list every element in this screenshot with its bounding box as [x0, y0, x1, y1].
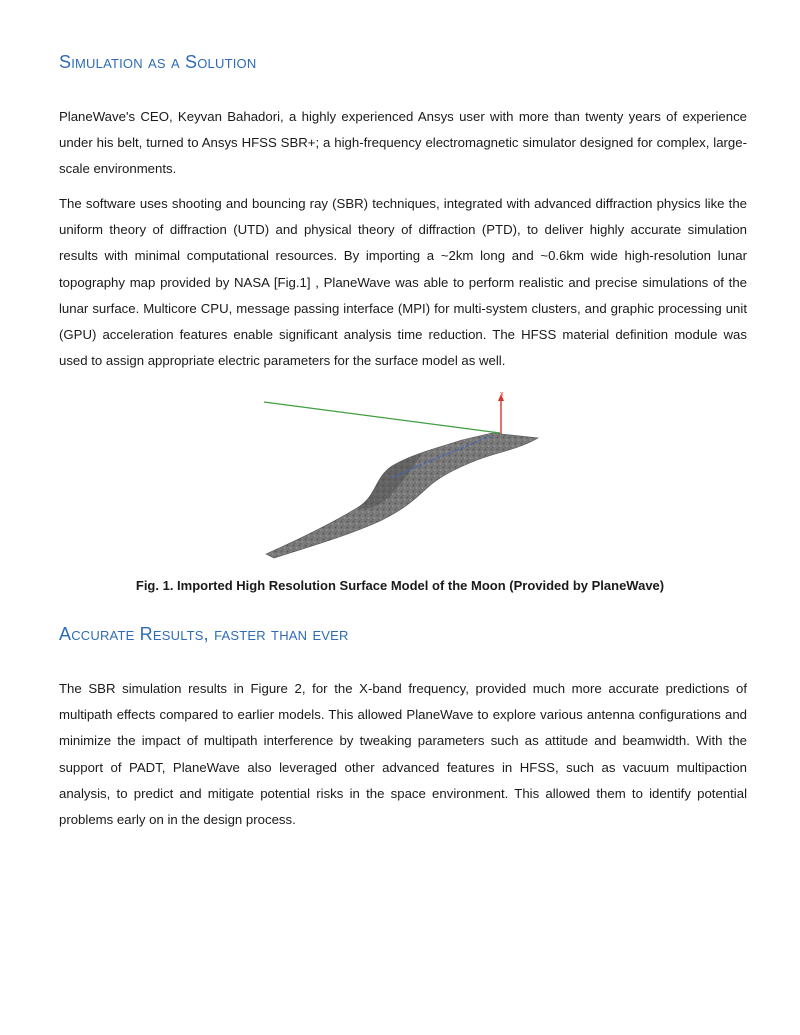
section-heading-accurate-results: Accurate Results, faster than ever — [59, 624, 349, 644]
x-axis-label: x — [500, 391, 504, 398]
lunar-surface-model-image — [262, 388, 542, 560]
green-axis-line — [264, 402, 500, 433]
paragraph-ceo: PlaneWave's CEO, Keyvan Bahadori, a highly experienced Ansys user with more than twenty years of experience under his belt, turned to Ansys HFSS SBR+; a high-frequency electromagnetic simulator designed for complex, large-scale environments. — [59, 109, 747, 177]
terrain-surface — [266, 433, 538, 558]
paragraph-results: The SBR simulation results in Figure 2, for the X-band frequency, provided much more accurate predictions of multipath effects compared to earlier models. This allowed PlaneWave to explore various antenna configurations and minimize the impact of multipath interference by tweaking parameters such as attitude and beamwidth. With the support of PADT, PlaneWave also leveraged other advanced features in HFSS, such as vacuum multipaction analysis, to predict and mitigate potential risks in the space environment. This allowed them to identify potential problems early on in the design process. — [59, 681, 747, 828]
lunar-surface-figure — [262, 388, 542, 560]
figure-caption: Fig. 1. Imported High Resolution Surface Model of the Moon (Provided by PlaneWave) — [135, 578, 665, 593]
section-heading-simulation: Simulation as a Solution — [59, 52, 257, 72]
paragraph-software: The software uses shooting and bouncing ray (SBR) techniques, integrated with advanced diffraction physics like the uniform theory of diffraction (UTD) and physical theory of diffraction (PTD), to deliver highly accurate simulation results with minimal computational resources. By importing a ~2km long and ~0.6km wide high-resolution lunar topography map provided by NASA [Fig.1] , PlaneWave was able to perform realistic and precise simulations of the lunar surface. Multicore CPU, message passing interface (MPI) for multi-system clusters, and graphic processing unit (GPU) acceleration features enable significant analysis time reduction. The HFSS material definition module was used to assign appropriate electric parameters for the surface model as well. — [59, 196, 747, 369]
